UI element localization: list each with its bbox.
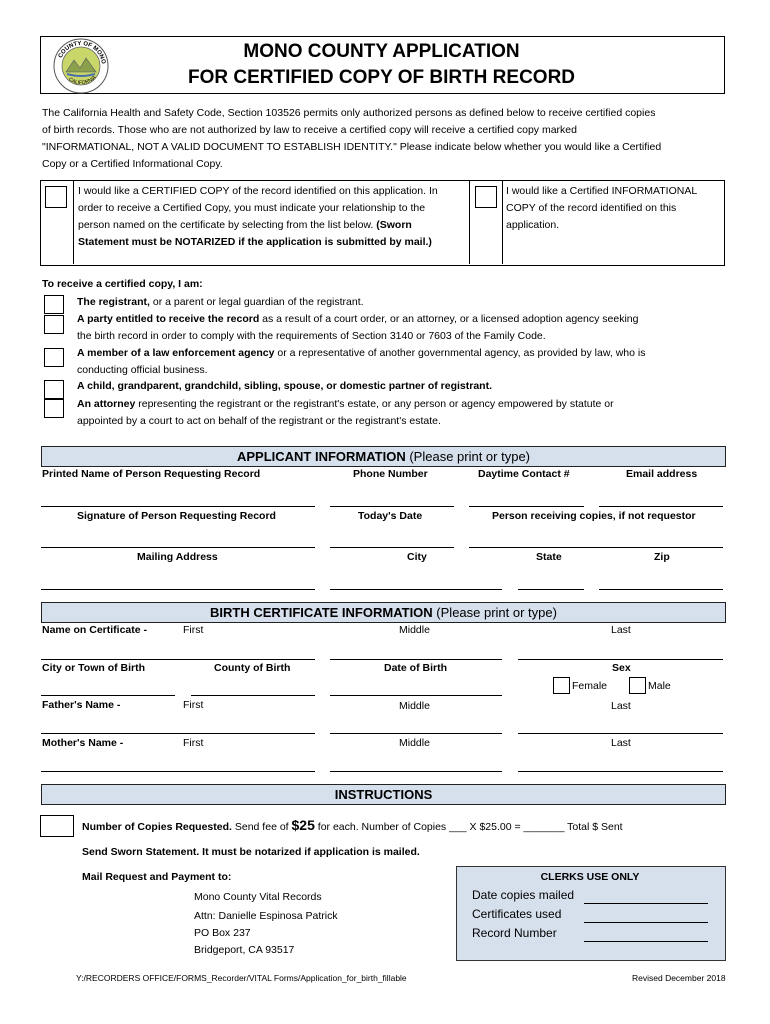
relationship-option — [77, 378, 727, 395]
address-line: PO Box 237 — [194, 927, 251, 939]
intro-paragraph — [42, 105, 732, 173]
name-first-field[interactable] — [41, 659, 315, 660]
option-text: appointed by a court to act on behalf of the registrant or the registrant's estate. — [77, 415, 441, 427]
mother-last-field[interactable] — [518, 771, 723, 772]
page-title-line1: MONO COUNTY APPLICATION — [243, 41, 520, 62]
printed-name-label: Printed Name of Person Requesting Record — [42, 468, 261, 480]
father-last-field[interactable] — [518, 733, 723, 734]
date-copies-mailed-field[interactable] — [584, 903, 708, 904]
relationship-heading: To receive a certified copy, I am: — [42, 278, 203, 290]
informational-line: COPY of the record identified on this — [506, 202, 677, 214]
mail-request-heading: Mail Request and Payment to: — [82, 871, 232, 883]
mailing-address-label: Mailing Address — [137, 551, 218, 563]
option-text: the birth record in order to comply with the requirements of Section 3140 or 7603 of the Family Code. — [77, 330, 546, 342]
option-text: representing the registrant or the registrant's estate, or any person or agency empowered by statute or — [135, 398, 614, 410]
email-field[interactable] — [599, 506, 723, 507]
certified-line: I would like a CERTIFIED COPY of the record identified on this application. In — [78, 185, 438, 197]
applicant-info-banner — [41, 446, 726, 467]
banner-note: (Please print or type) — [432, 605, 557, 620]
relationship-checkbox-party[interactable] — [44, 315, 64, 334]
zip-label: Zip — [654, 551, 670, 563]
mother-middle-field[interactable] — [330, 771, 502, 772]
option-title: A child, grandparent, grandchild, sibling, spouse, or domestic partner of registrant. — [77, 380, 493, 392]
city-of-birth-field[interactable] — [41, 695, 175, 696]
address-line: Attn: Danielle Espinosa Patrick — [194, 910, 338, 922]
banner-title: BIRTH CERTIFICATE INFORMATION — [210, 605, 433, 620]
informational-copy-text — [506, 183, 721, 234]
intro-line: of birth records. Those who are not authorized by law to receive a certified copy will receive a certified copy marked — [42, 124, 577, 136]
banner-title: APPLICANT INFORMATION — [236, 449, 406, 464]
seal-text-bottom: CALIFORNIA — [67, 74, 98, 87]
address-line: Mono County Vital Records — [194, 891, 322, 903]
daytime-contact-field[interactable] — [469, 506, 584, 507]
clerks-field-label: Date copies mailed — [472, 888, 575, 902]
sworn-statement-note: Send Sworn Statement. It must be notarized if application is mailed. — [82, 846, 420, 858]
sex-label: Sex — [612, 662, 631, 674]
relationship-option — [77, 396, 727, 430]
intro-line: The California Health and Safety Code, Section 103526 permits only authorized persons as defined below to receive certified copies — [42, 107, 656, 119]
option-title: An attorney — [77, 398, 136, 410]
seal-text-top: COUNTY OF MONO — [57, 40, 106, 65]
banner-note: (Please print or type) — [405, 449, 531, 464]
option-title: A party entitled to receive the record — [77, 313, 260, 325]
male-checkbox[interactable] — [629, 677, 646, 694]
relationship-option — [77, 311, 727, 345]
name-last-field[interactable] — [518, 659, 723, 660]
todays-date-label: Today's Date — [358, 510, 423, 522]
certified-line: person named on the certificate by selecting from the list below. — [78, 219, 377, 231]
birth-info-banner — [41, 602, 726, 623]
city-of-birth-label: City or Town of Birth — [42, 662, 146, 674]
first-label: First — [183, 699, 204, 711]
certified-copy-checkbox[interactable] — [45, 186, 67, 208]
certified-line: order to receive a Certified Copy, you must indicate your relationship to the — [78, 202, 426, 214]
relationship-checkbox-law[interactable] — [44, 348, 64, 367]
city-label: City — [407, 551, 427, 563]
copies-requested-box[interactable] — [40, 815, 74, 837]
relationship-option — [77, 345, 727, 379]
date-of-birth-label: Date of Birth — [384, 662, 447, 674]
mailing-address-block — [194, 889, 338, 959]
person-receiving-label: Person receiving copies, if not requestor — [492, 510, 696, 522]
option-text: or a parent or legal guardian of the registrant. — [149, 296, 364, 308]
person-receiving-field[interactable] — [469, 547, 723, 548]
father-middle-field[interactable] — [330, 733, 502, 734]
female-label: Female — [572, 680, 608, 692]
middle-label: Middle — [399, 624, 430, 636]
record-number-field[interactable] — [584, 941, 708, 942]
certified-copy-text — [78, 183, 470, 251]
instructions-banner: INSTRUCTIONS — [41, 784, 726, 805]
option-title: A member of a law enforcement agency — [77, 347, 275, 359]
first-label: First — [183, 624, 204, 636]
name-on-cert-label: Name on Certificate - — [42, 624, 148, 636]
date-of-birth-field[interactable] — [330, 695, 502, 696]
clerks-use-title: CLERKS USE ONLY — [540, 871, 640, 883]
option-text: or a representative of another governmental agency, as provided by law, who is — [274, 347, 646, 359]
informational-copy-checkbox[interactable] — [475, 186, 497, 208]
last-label: Last — [611, 700, 631, 712]
todays-date-field[interactable] — [330, 547, 454, 548]
intro-line: Copy or a Certified Informational Copy. — [42, 158, 223, 170]
footer-revised: Revised December 2018 — [632, 973, 726, 983]
phone-label: Phone Number — [353, 468, 428, 480]
option-title: The registrant, — [77, 296, 150, 308]
certificates-used-field[interactable] — [584, 922, 708, 923]
mailing-address-field[interactable] — [41, 589, 315, 590]
state-field[interactable] — [518, 589, 584, 590]
relationship-checkbox-family[interactable] — [44, 380, 64, 399]
relationship-checkbox-attorney[interactable] — [44, 399, 64, 418]
sworn-note: (Sworn — [376, 219, 412, 231]
state-label: State — [536, 551, 562, 563]
relationship-checkbox-registrant[interactable] — [44, 295, 64, 314]
clerks-field-label: Certificates used — [472, 907, 562, 921]
copy-choice-divider — [502, 180, 503, 264]
copies-calc-text: for each. Number of Copies ___ X $25.00 = _______ Total $ Sent — [314, 821, 623, 833]
daytime-contact-label: Daytime Contact # — [478, 468, 570, 480]
informational-line: application. — [506, 219, 560, 231]
county-of-birth-field[interactable] — [191, 695, 315, 696]
city-field[interactable] — [330, 589, 502, 590]
copies-label: Number of Copies Requested. — [82, 821, 232, 833]
option-text: conducting official business. — [77, 364, 208, 376]
email-label: Email address — [626, 468, 698, 480]
footer-file-path: Y:/RECORDERS OFFICE/FORMS_Recorder/VITAL Forms/Application_for_birth_fillable — [76, 973, 407, 983]
signature-field[interactable] — [41, 547, 315, 548]
phone-field[interactable] — [330, 506, 454, 507]
option-text: as a result of a court order, or an attorney, or a licensed adoption agency seeking — [259, 313, 639, 325]
address-line: Bridgeport, CA 93517 — [194, 944, 295, 956]
middle-label: Middle — [399, 700, 430, 712]
fee-amount: $25 — [291, 817, 315, 833]
father-first-field[interactable] — [41, 733, 315, 734]
relationship-option — [77, 294, 727, 311]
middle-label: Middle — [399, 737, 430, 749]
clerks-field-label: Record Number — [472, 926, 557, 940]
county-of-birth-label: County of Birth — [214, 662, 291, 674]
last-label: Last — [611, 624, 631, 636]
mother-name-label: Mother's Name - — [42, 737, 124, 749]
page-title-line2: FOR CERTIFIED COPY OF BIRTH RECORD — [187, 67, 576, 88]
male-label: Male — [648, 680, 671, 692]
intro-line: "INFORMATIONAL, NOT A VALID DOCUMENT TO ESTABLISH IDENTITY." Please indicate below whether you would like a Certified — [42, 141, 662, 153]
first-label: First — [183, 737, 204, 749]
mother-first-field[interactable] — [41, 771, 315, 772]
zip-field[interactable] — [599, 589, 723, 590]
printed-name-field[interactable] — [41, 506, 315, 507]
informational-line: I would like a Certified INFORMATIONAL — [506, 185, 698, 197]
copy-choice-divider — [73, 180, 74, 264]
last-label: Last — [611, 737, 631, 749]
name-middle-field[interactable] — [330, 659, 502, 660]
father-name-label: Father's Name - — [42, 699, 121, 711]
sworn-note: Statement must be NOTARIZED if the application is submitted by mail.) — [78, 236, 432, 248]
female-checkbox[interactable] — [553, 677, 570, 694]
copies-requested-line — [82, 816, 623, 836]
copies-send-text: Send fee of — [231, 821, 292, 833]
signature-label: Signature of Person Requesting Record — [77, 510, 276, 522]
